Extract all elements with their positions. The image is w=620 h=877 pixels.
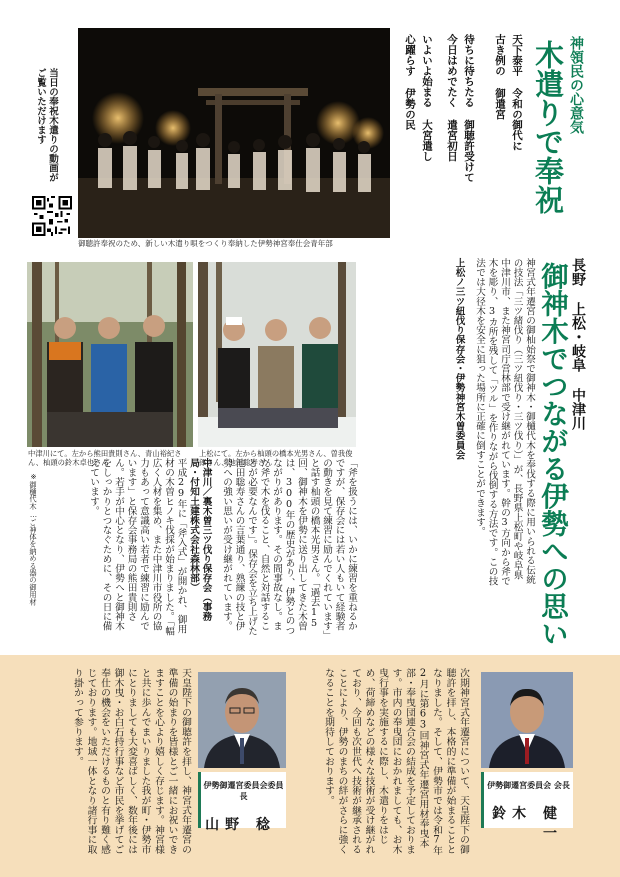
nakatsugawa-caption: 中津川にて。左から熊田貴則さん、青山裕紀さん、杣頭の鈴木卓也さん — [28, 449, 182, 467]
chairman-nameplate — [481, 772, 573, 842]
article-title: 御神木でつながる伊勢への思い — [536, 262, 568, 647]
chairman-name: 鈴木 健一 — [492, 806, 563, 842]
headline-title: 木遣りで奉祝 — [531, 40, 565, 214]
nakatsugawa-photo — [27, 262, 193, 447]
poem-line-6: 心躍らす 伊勢の民 — [404, 34, 416, 130]
committee-chair-message: 天皇陛下の御聴許を拝し、神宮式年遷宮の準備の始まりを皆様とご一緒にお祝いできますことを心より嬉しく存じます。神宮様と共に歩んでまいりました我が町・伊勢市にとりましても大変喜ばしく、数年後には御木曳・お白石持行事など市民を挙げてご奉仕の機会をいただけるものと有り難く感じております。地域一体となり諸行事に取り掛かって参ります。 — [72, 668, 191, 855]
poem-line-5: いよいよ始まる 大宮遣し — [421, 34, 433, 162]
poem-line-1: 天下泰平 令和の御代に — [511, 34, 523, 151]
committee-chair-portrait — [198, 672, 286, 768]
article-body-right — [370, 258, 535, 588]
article-paragraph: 神宮式年遷宮の御杣始祭で御神木・御樋代木を奉伐する際に用いられる伝統の技法「三ツ緒伐り（三ツ紐伐り・三ツ伐り）」が、長野県上松町や岐阜県中津川市、また神宮司庁営林部で受け継がれています。幹の3方向から斧で木を彫り、3カ所を残して「ツル」を作りながら伐倒する方法です。この技法では大径木を安全に狙った場所に正確に倒すことができます。 — [474, 258, 535, 586]
article-paragraph: 平成29年に「斧入式」が開かれ、御用材の木曽ヒノキ伐採が始まりました。「幅広く人材を集め、また中津川市役所の協力もあって意識高い若者で練習に励んでいます」と保存会事務局の熊田貴則さん。若手が中心となり、伊勢へと御神木をしっかりとつなぐために、その日に備えています。 — [88, 458, 187, 636]
region-1: 上松・岐阜 — [570, 302, 586, 372]
article-region — [570, 258, 585, 430]
agematsu-caption: 上松にて。左から杣頭の橋本光男さん、曽我俊郎さん、池田聡寿さん — [199, 449, 353, 467]
chairman-portrait — [481, 672, 573, 768]
poem-line-2: 古き例の 御遣宮 — [494, 34, 506, 120]
region-prefix: 長野 — [570, 258, 586, 286]
article-subheading: 上松ノ三ツ紐伐り保存会・伊勢神宮木曽委員会 — [453, 258, 465, 460]
headline-subtitle: 神領民の心意気 — [568, 36, 584, 134]
committee-chair-title: 伊勢御遷宮委員会委員長 — [203, 781, 284, 801]
chairman-message: 次期神宮式年遷宮について、天皇陛下の御聴許を拝し、本格的に準備が始まることとなりました。そして、伊勢市では令和7年2月に第63回神宮式年遷宮用材奉曳本部・奉曳団連合会の結成を予定しております。市内の奉曳団におかれましても、お木曳行事を実施するに際し、木遣りをはじめ、荷締めなどの様々な技術が受け継がれており、今回も次世代へ技術が継承されることにより、伊勢のまちの絆がさらに強くなることを期待しております。 — [323, 668, 469, 856]
article-footnote: ※御樋代木…ご神体を納める器の御用材 — [29, 472, 38, 606]
region-2: 中津川 — [570, 388, 586, 430]
qr-description: 当日の奉祝木遣りの動画がご覧いただけます — [35, 68, 58, 182]
poem-line-4: 今日はめでたく 遣宮初日 — [446, 34, 458, 162]
night-photo-caption: 御聴許奉祝のため、新しい木遣り唄をつくり奉納した伊勢神宮奉仕会青年部 — [78, 239, 333, 248]
agematsu-photo — [198, 262, 356, 447]
committee-chair-nameplate — [198, 772, 286, 833]
committee-chair-name: 山野 稔 — [205, 817, 276, 833]
article-subheading: 中津川／裏木曽三ツ伐り保存会（事務局・付知土建株式会社森林部） — [188, 458, 212, 622]
night-ceremony-photo — [78, 28, 390, 238]
article-body-left — [45, 458, 357, 638]
article-paragraph: 「斧を扱うには、いかに練習を重ねるかですが、保存会には若い人もいて経験者の動きを見て練習に励んでくれています」と話す杣頭の橋本光男さん。「過去15回、御神木を伊勢に送り出してきた木曽は、300年の歴史があり、伊勢とのつながりがあります。その間事故なし。また斧で木を伐ること、自然と対話することが必要なんです」。保存会を立ち上げた池田聡寿さんの言葉通り、熟練の技と伊勢への強い思いが受け継がれています。 — [221, 458, 357, 636]
chairman-title: 伊勢御遷宮委員会 会長 — [487, 781, 570, 790]
poem-line-3: 待ちに待ちたる 御聴許受けて — [463, 34, 475, 183]
qr-code[interactable] — [32, 196, 72, 236]
